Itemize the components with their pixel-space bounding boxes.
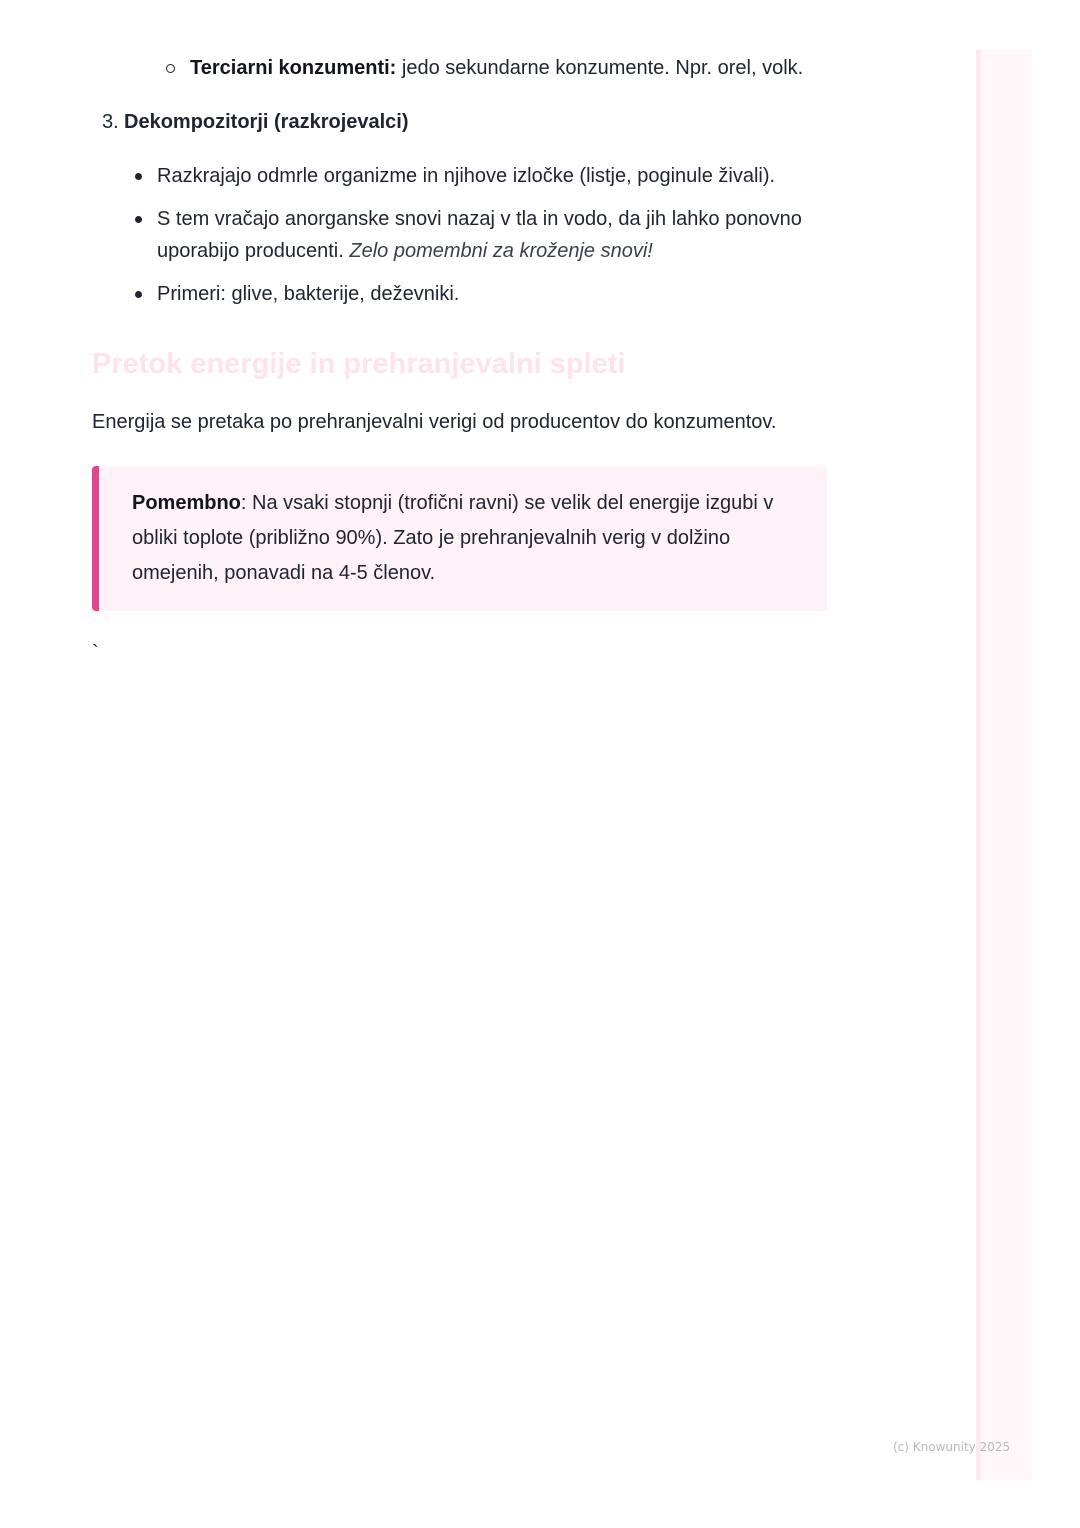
list-item [92,278,832,310]
stray-character: ` [92,642,99,664]
list-item-tertiary-consumers [92,52,832,84]
callout-text: : Na vsaki stopnji (trofični ravni) se velik del energije izgubi v obliki toplote (približno 90%). Zato je prehranjevalnih verig v dolžino omejenih, ponavadi na 4-5 členov. [132,492,774,584]
bullet-icon [135,291,142,298]
list-item-text: Primeri: glive, bakterije, deževniki. [157,283,460,305]
list-item [92,203,832,267]
important-callout [92,466,827,611]
document-content [92,52,832,669]
bullet-icon [135,216,142,223]
section-paragraph: Energija se pretaka po prehranjevalni verigi od producentov do konzumentov. [92,411,777,433]
list-item [92,160,832,192]
list-item-text: Razkrajajo odmrle organizme in njihove izločke (listje, poginule živali). [157,165,776,187]
numbered-item-decomposers [92,106,832,138]
section-heading: Pretok energije in prehranjevalni spleti [92,348,626,380]
sidebar-stripe [976,50,1032,1480]
copyright-footer: (c) Knowunity 2025 [893,1440,1011,1454]
bullet-list [92,160,832,310]
hollow-bullet-icon [166,64,175,73]
item-number: 3. [102,111,119,133]
callout-label: Pomembno [132,492,241,514]
term-label: Terciarni konzumenti: [190,57,397,79]
item-title: Dekompozitorji (razkrojevalci) [124,111,409,133]
list-item-text: S tem vračajo anorganske snovi nazaj v tla in vodo, da jih lahko ponovno uporabijo producenti. [157,208,802,262]
term-description: jedo sekundarne konzumente. Npr. orel, volk. [396,57,804,79]
bullet-icon [135,173,142,180]
emphasis-text: Zelo pomembni za kroženje snovi! [349,240,653,262]
